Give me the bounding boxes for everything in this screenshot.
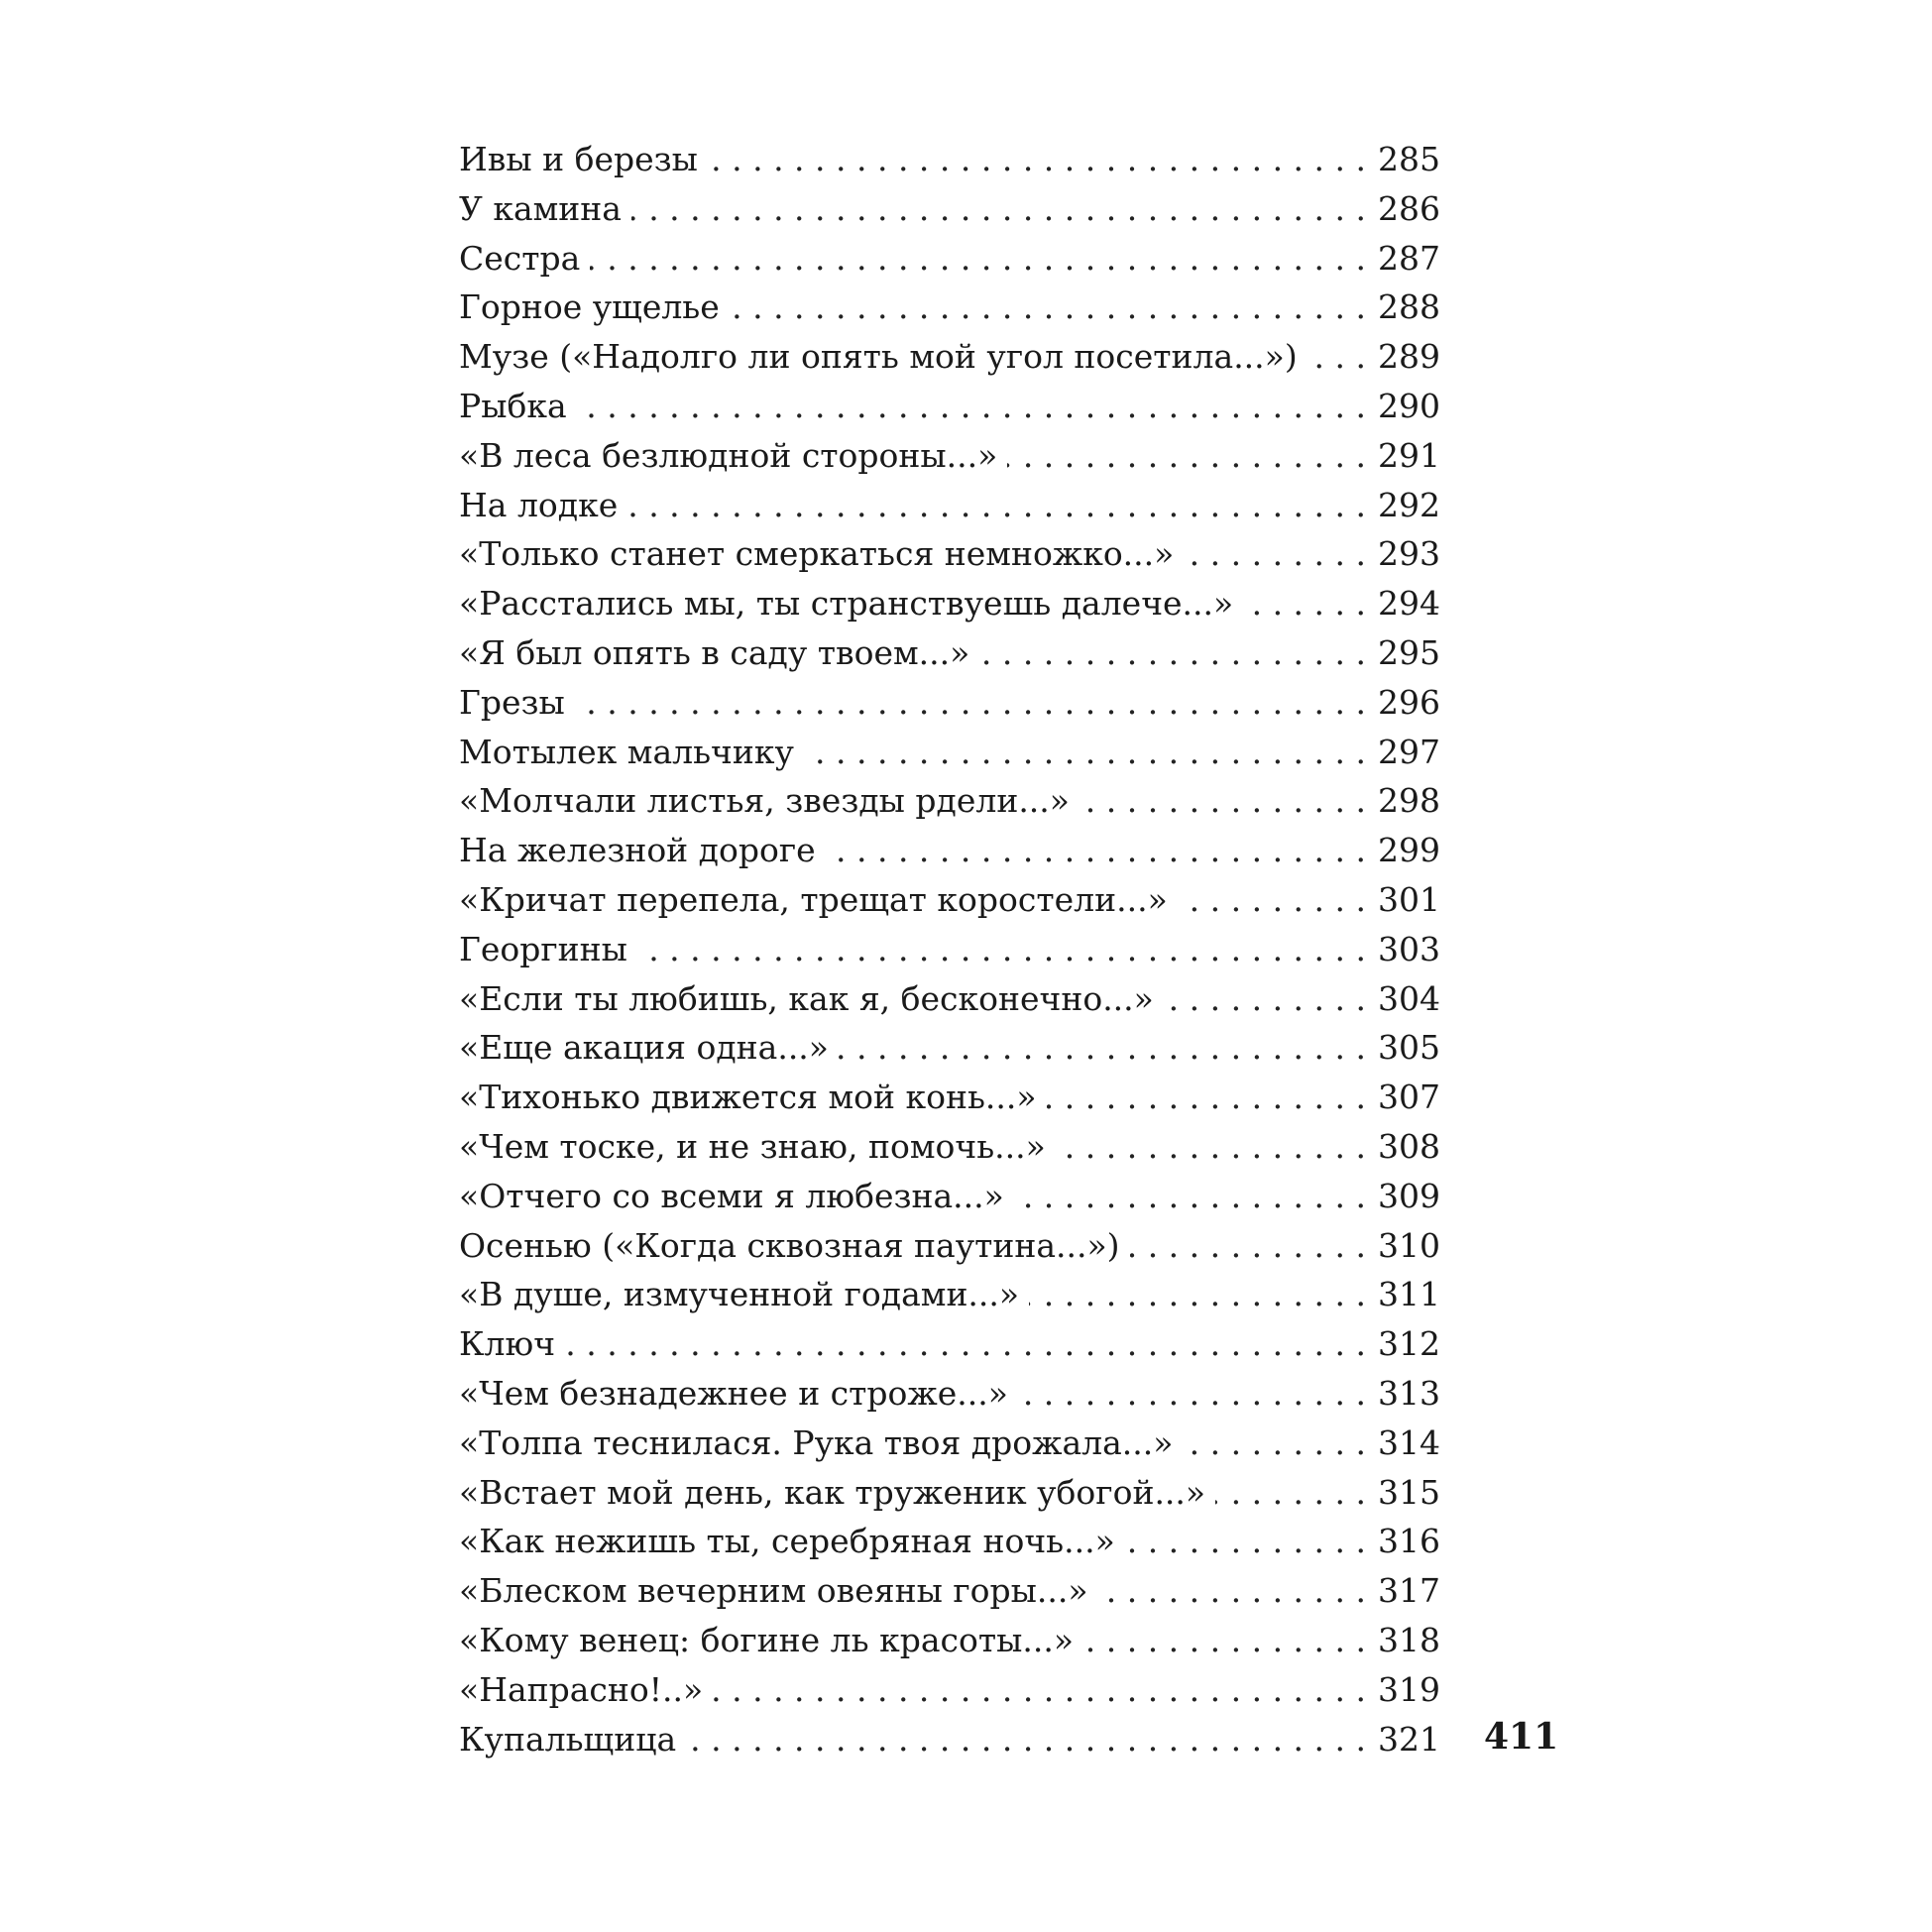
entry-page-number: 289 bbox=[1378, 337, 1440, 377]
entry-title: Рыбка bbox=[459, 386, 567, 425]
page-number: 411 bbox=[1484, 1716, 1559, 1758]
toc-entry bbox=[459, 579, 1440, 628]
entry-page-number: 318 bbox=[1378, 1620, 1440, 1659]
entry-page-number: 287 bbox=[1378, 238, 1440, 278]
entry-title: Грезы bbox=[459, 682, 565, 722]
toc-entry bbox=[459, 925, 1440, 974]
toc-entry bbox=[459, 1023, 1440, 1073]
entry-page-number: 297 bbox=[1378, 732, 1440, 771]
toc-entry bbox=[459, 283, 1440, 332]
entry-title: «Тихонько движется мой конь...» bbox=[459, 1078, 1037, 1117]
table-of-contents bbox=[459, 135, 1440, 1763]
toc-entry bbox=[459, 1073, 1440, 1122]
toc-entry bbox=[459, 1665, 1440, 1715]
toc-entry bbox=[459, 1122, 1440, 1172]
entry-page-number: 311 bbox=[1378, 1275, 1440, 1314]
entry-page-number: 303 bbox=[1378, 929, 1440, 968]
entry-page-number: 315 bbox=[1378, 1472, 1440, 1512]
dot-leader bbox=[637, 925, 1366, 974]
dot-leader bbox=[708, 135, 1366, 184]
entry-title: Купальщица bbox=[459, 1719, 677, 1759]
entry-title: Музе («Надолго ли опять мой угол посетила...») bbox=[459, 337, 1298, 377]
toc-entry bbox=[459, 332, 1440, 382]
entry-title: Сестра bbox=[459, 238, 581, 278]
entry-title: «Блеском вечерним овеяны горы...» bbox=[459, 1571, 1088, 1611]
toc-entry bbox=[459, 678, 1440, 728]
dot-leader bbox=[1215, 1468, 1366, 1518]
toc-entry bbox=[459, 1468, 1440, 1518]
entry-title: «Еще акация одна...» bbox=[459, 1028, 829, 1068]
dot-leader bbox=[1098, 1566, 1366, 1616]
dot-leader bbox=[1056, 1122, 1366, 1172]
entry-title: «Чем тоске, и не знаю, помочь...» bbox=[459, 1126, 1046, 1166]
entry-title: «Кричат перепела, трещат коростели...» bbox=[459, 879, 1168, 919]
entry-page-number: 295 bbox=[1378, 632, 1440, 672]
entry-page-number: 314 bbox=[1378, 1422, 1440, 1462]
entry-title: Георгины bbox=[459, 929, 627, 968]
dot-leader bbox=[1178, 875, 1366, 925]
dot-leader bbox=[631, 184, 1366, 234]
toc-entry bbox=[459, 529, 1440, 579]
toc-entry bbox=[459, 1369, 1440, 1419]
entry-title: «Встает мой день, как труженик убогой...» bbox=[459, 1472, 1206, 1512]
toc-entry bbox=[459, 875, 1440, 925]
entry-page-number: 298 bbox=[1378, 781, 1440, 821]
entry-title: «Как нежишь ты, серебряная ночь...» bbox=[459, 1522, 1115, 1561]
entry-page-number: 319 bbox=[1378, 1669, 1440, 1709]
dot-leader bbox=[1080, 776, 1366, 826]
toc-entry bbox=[459, 1221, 1440, 1271]
dot-leader bbox=[1018, 1369, 1366, 1419]
entry-title: «Чем безнадежнее и строже...» bbox=[459, 1373, 1008, 1413]
entry-page-number: 294 bbox=[1378, 584, 1440, 624]
entry-title: «Кому венец: богине ль красоты...» bbox=[459, 1620, 1075, 1659]
entry-page-number: 288 bbox=[1378, 287, 1440, 327]
entry-title: У камина bbox=[459, 188, 622, 228]
dot-leader bbox=[1014, 1172, 1366, 1221]
dot-leader bbox=[730, 283, 1366, 332]
entry-page-number: 299 bbox=[1378, 831, 1440, 870]
toc-entry bbox=[459, 481, 1440, 530]
dot-leader bbox=[804, 728, 1366, 777]
entry-title: «Молчали листья, звезды рдели...» bbox=[459, 781, 1070, 821]
entry-page-number: 301 bbox=[1378, 879, 1440, 919]
entry-page-number: 305 bbox=[1378, 1028, 1440, 1068]
toc-entry bbox=[459, 1172, 1440, 1221]
toc-entry bbox=[459, 1616, 1440, 1665]
toc-entry bbox=[459, 1566, 1440, 1616]
entry-title: «Толпа теснилася. Рука твоя дрожала...» bbox=[459, 1422, 1174, 1462]
toc-entry bbox=[459, 776, 1440, 826]
dot-leader bbox=[565, 1319, 1366, 1369]
entry-title: Ключ bbox=[459, 1324, 556, 1364]
entry-title: «Только станет смеркаться немножко...» bbox=[459, 534, 1175, 574]
dot-leader bbox=[1007, 431, 1366, 481]
toc-entry bbox=[459, 628, 1440, 678]
entry-page-number: 293 bbox=[1378, 534, 1440, 574]
toc-entry bbox=[459, 184, 1440, 234]
entry-page-number: 308 bbox=[1378, 1126, 1440, 1166]
dot-leader bbox=[839, 1023, 1366, 1073]
dot-leader bbox=[590, 234, 1366, 284]
entry-page-number: 285 bbox=[1378, 140, 1440, 178]
toc-entry bbox=[459, 431, 1440, 481]
toc-entry bbox=[459, 1419, 1440, 1468]
dot-leader bbox=[1083, 1616, 1366, 1665]
toc-entry bbox=[459, 382, 1440, 431]
dot-leader bbox=[979, 628, 1366, 678]
dot-leader bbox=[1130, 1221, 1366, 1271]
entry-page-number: 292 bbox=[1378, 485, 1440, 524]
dot-leader bbox=[686, 1715, 1366, 1764]
dot-leader bbox=[627, 481, 1366, 530]
toc-entry bbox=[459, 826, 1440, 875]
entry-page-number: 309 bbox=[1378, 1176, 1440, 1215]
dot-leader bbox=[826, 826, 1366, 875]
entry-title: «Напрасно!..» bbox=[459, 1669, 704, 1709]
toc-entry bbox=[459, 974, 1440, 1024]
entry-title: «Расстались мы, ты странствуешь далече...» bbox=[459, 584, 1234, 624]
entry-title: «Если ты любишь, как я, бесконечно...» bbox=[459, 978, 1154, 1018]
toc-entry bbox=[459, 1517, 1440, 1566]
dot-leader bbox=[577, 382, 1366, 431]
toc-entry bbox=[459, 234, 1440, 284]
dot-leader bbox=[1307, 332, 1366, 382]
entry-page-number: 290 bbox=[1378, 386, 1440, 425]
entry-page-number: 286 bbox=[1378, 188, 1440, 228]
entry-page-number: 296 bbox=[1378, 682, 1440, 722]
toc-entry bbox=[459, 135, 1440, 184]
entry-page-number: 316 bbox=[1378, 1522, 1440, 1561]
dot-leader bbox=[1029, 1270, 1366, 1319]
entry-title: «Я был опять в саду твоем...» bbox=[459, 632, 970, 672]
entry-title: Горное ущелье bbox=[459, 287, 720, 327]
entry-title: На лодке bbox=[459, 485, 619, 524]
dot-leader bbox=[1125, 1517, 1366, 1566]
dot-leader bbox=[1183, 1419, 1366, 1468]
toc-entry bbox=[459, 1319, 1440, 1369]
entry-title: Мотылек мальчику bbox=[459, 732, 794, 771]
dot-leader bbox=[1243, 579, 1366, 628]
dot-leader bbox=[713, 1665, 1366, 1715]
entry-title: На железной дороге bbox=[459, 831, 816, 870]
entry-page-number: 291 bbox=[1378, 435, 1440, 475]
toc-entry bbox=[459, 1715, 1440, 1764]
entry-title: Ивы и березы bbox=[459, 140, 698, 178]
entry-title: «Отчего со всеми я любезна...» bbox=[459, 1176, 1004, 1215]
entry-page-number: 313 bbox=[1378, 1373, 1440, 1413]
entry-title: «В душе, измученной годами...» bbox=[459, 1275, 1020, 1314]
dot-leader bbox=[1047, 1073, 1366, 1122]
entry-page-number: 307 bbox=[1378, 1078, 1440, 1117]
dot-leader bbox=[1184, 529, 1366, 579]
dot-leader bbox=[1164, 974, 1366, 1024]
toc-entry bbox=[459, 1270, 1440, 1319]
entry-page-number: 312 bbox=[1378, 1324, 1440, 1364]
entry-page-number: 321 bbox=[1378, 1719, 1440, 1759]
dot-leader bbox=[575, 678, 1366, 728]
entry-page-number: 304 bbox=[1378, 978, 1440, 1018]
entry-title: «В леса безлюдной стороны...» bbox=[459, 435, 998, 475]
entry-page-number: 317 bbox=[1378, 1571, 1440, 1611]
toc-entry bbox=[459, 728, 1440, 777]
entry-title: Осенью («Когда сквозная паутина...») bbox=[459, 1225, 1120, 1265]
entry-page-number: 310 bbox=[1378, 1225, 1440, 1265]
